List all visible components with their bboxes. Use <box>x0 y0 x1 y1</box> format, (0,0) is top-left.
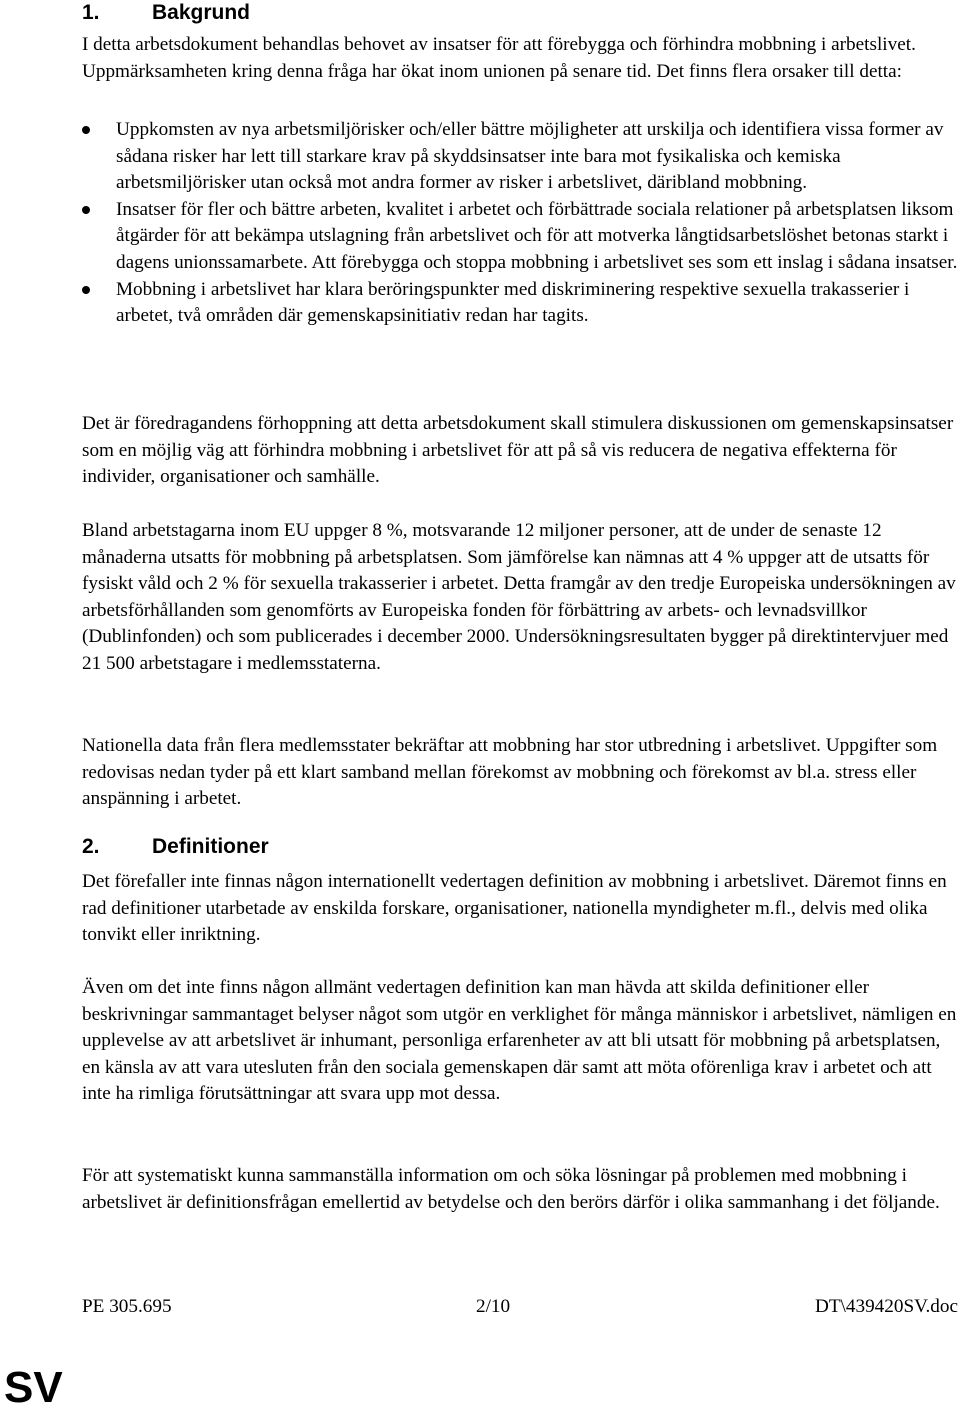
reason-text: Uppkomsten av nya arbetsmiljörisker och/eller bättre möjligheter att urskilja och identifiera vissa former av sådana risker har lett till starkare krav på skyddsinsatser inte bara mot fysikaliska och kemiska arbetsmiljörisker utan också mot andra former av risker i arbetslivet, däribland mobbning. <box>116 119 944 194</box>
section-2-number: 2. <box>82 835 100 858</box>
section-2-heading <box>82 834 269 860</box>
section-1-heading <box>82 0 250 26</box>
bullet-icon <box>82 286 90 294</box>
reason-item <box>82 117 958 197</box>
section-1-title: Bakgrund <box>152 1 251 24</box>
bullet-icon <box>82 206 90 214</box>
reason-text: Mobbning i arbetslivet har klara beröringspunkter med diskriminering respektive sexuella trakasserier i arbetet, två områden där gemenskapsinitiativ redan har tagits. <box>116 278 910 327</box>
bullet-icon <box>82 126 90 134</box>
national-data-paragraph: Nationella data från flera medlemsstater bekräftar att mobbning har stor utbredning i arbetslivet. Uppgifter som redovisas nedan tyder på ett klart samband mellan förekomst av mobbning och förekomst av bl.a. stress eller anspänning i arbetet. <box>82 735 938 810</box>
definition-paragraph-3: För att systematiskt kunna sammanställa information om och söka lösningar på problemen med mobbning i arbetslivet är definitionsfrågan emellertid av betydelse och den berörs därför i olika sammanhang i det följande. <box>82 1165 940 1213</box>
footer-document-id: DT\439420SV.doc <box>814 1296 958 1317</box>
section-1-number: 1. <box>82 1 100 24</box>
reason-item <box>82 197 958 277</box>
statistics-paragraph: Bland arbetstagarna inom EU uppger 8 %, motsvarande 12 miljoner personer, att de under de senaste 12 månaderna utsatts för mobbning på arbetsplatsen. Som jämförelse kan nämnas att 4 % uppger att de utsatts för fysiskt våld och 2 % för sexuella trakasserier i arbetet. Detta framgår av den tredje Europeiska undersökningen av arbetsförhållanden som genomförts av Europeiska fonden för förbättring av arbets- och levnadsvillkor (Dublinfonden) och som publicerades i december 2000. Undersökningsresultaten bygger på direktintervjuer med 21 500 arbetstagare i medlemsstaterna. <box>82 520 956 674</box>
rapporteur-paragraph: Det är föredragandens förhoppning att detta arbetsdokument skall stimulera diskussionen om gemenskapsinsatser som en möjlig väg att förhindra mobbning i arbetslivet för att på så vis reducera de negativa effekterna för individer, organisationer och samhälle. <box>82 413 954 488</box>
reason-item <box>82 277 958 330</box>
language-code: SV <box>4 1363 63 1412</box>
reasons-list <box>82 117 958 330</box>
section-2-title: Definitioner <box>152 835 269 858</box>
footer-reference: PE 305.695 <box>82 1296 172 1317</box>
definition-paragraph-1: Det förefaller inte finnas någon internationellt vedertagen definition av mobbning i arbetslivet. Däremot finns en rad definitioner utarbetade av enskilda forskare, organisationer, nationella myndigheter m.fl., delvis med olika tonvikt eller inriktning. <box>82 871 947 946</box>
definition-paragraph-2: Även om det inte finns någon allmänt vedertagen definition kan man hävda att skilda definitioner eller beskrivningar sammantaget belyser något som utgör en verklighet för många människor i arbetslivet, nämligen en upplevelse av att arbetslivet är inhumant, personliga erfarenheter av att bli utsatt för mobbning på arbetsplatsen, en känsla av att vara utesluten från den sociala gemenskapen där samt att möta oförenliga krav i arbetet och att inte ha rimliga förutsättningar att svara upp mot dessa. <box>82 977 957 1105</box>
section-1-intro: I detta arbetsdokument behandlas behovet av insatser för att förebygga och förhindra mobbning i arbetslivet. Uppmärksamheten kring denna fråga har ökat inom unionen på senare tid. Det finns flera orsaker till detta: <box>82 34 916 82</box>
footer-page-number: 2/10 <box>476 1296 511 1317</box>
reason-text: Insatser för fler och bättre arbeten, kvalitet i arbetet och förbättrade sociala relationer på arbetsplatsen liksom åtgärder för att bekämpa utslagning från arbetslivet och för att motverka långtidsarbetslöshet betonas starkt i dagens unionssamarbete. Att förebygga och stoppa mobbning i arbetslivet ses som ett inslag i sådana insatser. <box>116 198 958 273</box>
